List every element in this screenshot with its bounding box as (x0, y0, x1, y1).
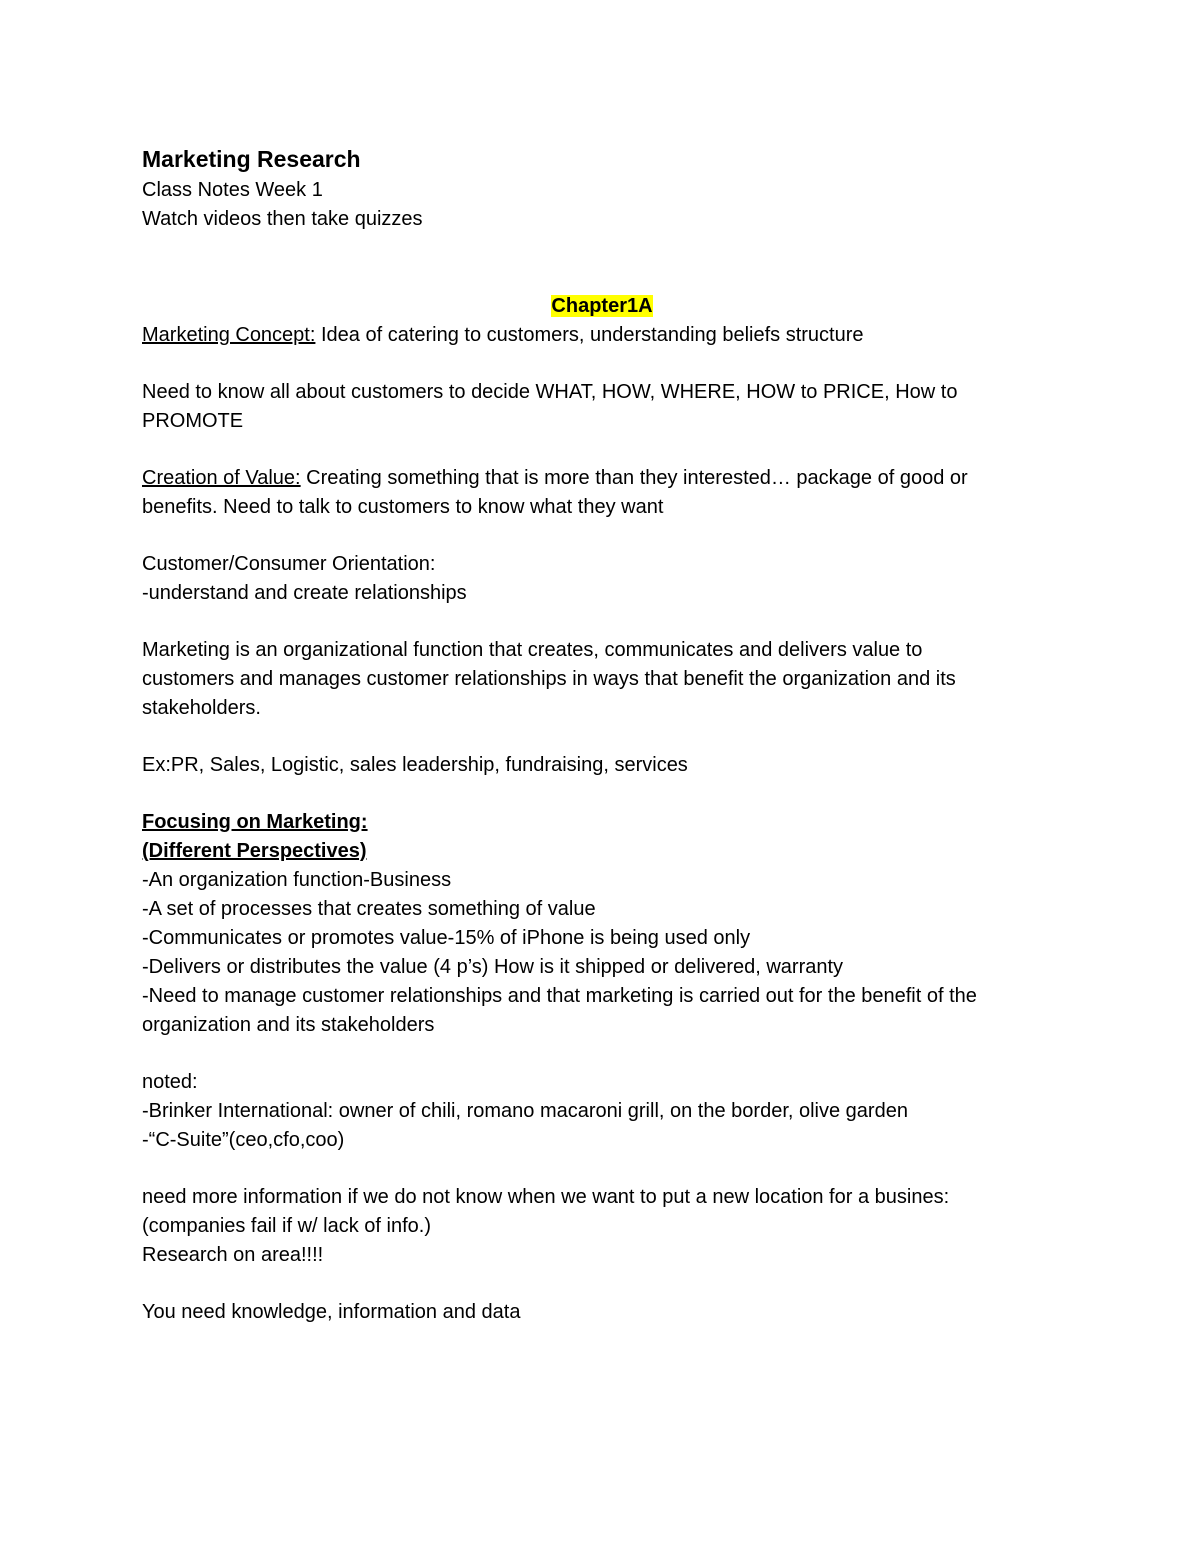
more-info-line2: (companies fail if w/ lack of info.) (142, 1215, 431, 1237)
marketing-concept-paragraph (142, 321, 1062, 350)
list-item: -Need to manage customer relationships and that marketing is carried out for the benefit of the (142, 985, 977, 1007)
more-info-line1: need more information if we do not know when we want to put a new location for a busines: (142, 1186, 950, 1208)
spacer (142, 522, 1062, 550)
creation-of-value-line2: benefits. Need to talk to customers to know what they want (142, 496, 664, 518)
closing-line: You need knowledge, information and data (142, 1301, 521, 1323)
definition-line2: customers and manages customer relationships in ways that benefit the organization and its (142, 668, 956, 690)
list-item: -Communicates or promotes value-15% of iPhone is being used only (142, 927, 751, 949)
document-subtitle: Class Notes Week 1 (142, 179, 323, 201)
spacer (142, 723, 1062, 751)
spacer (142, 608, 1062, 636)
spacer (142, 350, 1062, 378)
document-instruction: Watch videos then take quizzes (142, 208, 423, 230)
list-item: -A set of processes that creates something of value (142, 898, 596, 920)
document-page (142, 142, 1062, 1327)
spacer (142, 234, 1062, 292)
marketing-concept-definition: Idea of catering to customers, understanding beliefs structure (315, 324, 864, 346)
creation-of-value-term: Creation of Value: (142, 467, 301, 489)
spacer (142, 1040, 1062, 1068)
list-item: -An organization function-Business (142, 869, 452, 891)
focusing-subheading: (Different Perspectives) (142, 840, 367, 862)
spacer (142, 780, 1062, 808)
need-to-know-line2: PROMOTE (142, 410, 244, 432)
chapter-heading (142, 292, 1062, 321)
examples-line: Ex:PR, Sales, Logistic, sales leadership, fundraising, services (142, 754, 688, 776)
spacer (142, 436, 1062, 464)
more-info-line3: Research on area!!!! (142, 1244, 324, 1266)
list-item: organization and its stakeholders (142, 1014, 435, 1036)
chapter-heading-highlight: Chapter1A (551, 295, 653, 317)
list-item: -“C-Suite”(ceo,cfo,coo) (142, 1129, 345, 1151)
creation-of-value-text: Creating something that is more than they interested… package of good or (300, 467, 968, 489)
spacer (142, 1155, 1062, 1183)
orientation-item: -understand and create relationships (142, 582, 467, 604)
definition-line1: Marketing is an organizational function that creates, communicates and delivers value to (142, 639, 923, 661)
orientation-heading: Customer/Consumer Orientation: (142, 553, 436, 575)
noted-heading: noted: (142, 1071, 198, 1093)
marketing-concept-term: Marketing Concept: (142, 324, 316, 346)
spacer (142, 1270, 1062, 1298)
definition-line3: stakeholders. (142, 697, 261, 719)
list-item: -Brinker International: owner of chili, romano macaroni grill, on the border, olive garden (142, 1100, 908, 1122)
document-title: Marketing Research (142, 146, 361, 172)
list-item: -Delivers or distributes the value (4 p’s) How is it shipped or delivered, warranty (142, 956, 844, 978)
need-to-know-line1: Need to know all about customers to decide WHAT, HOW, WHERE, HOW to PRICE, How to (142, 381, 958, 403)
focusing-heading: Focusing on Marketing: (142, 811, 368, 833)
creation-of-value-paragraph (142, 464, 1062, 493)
